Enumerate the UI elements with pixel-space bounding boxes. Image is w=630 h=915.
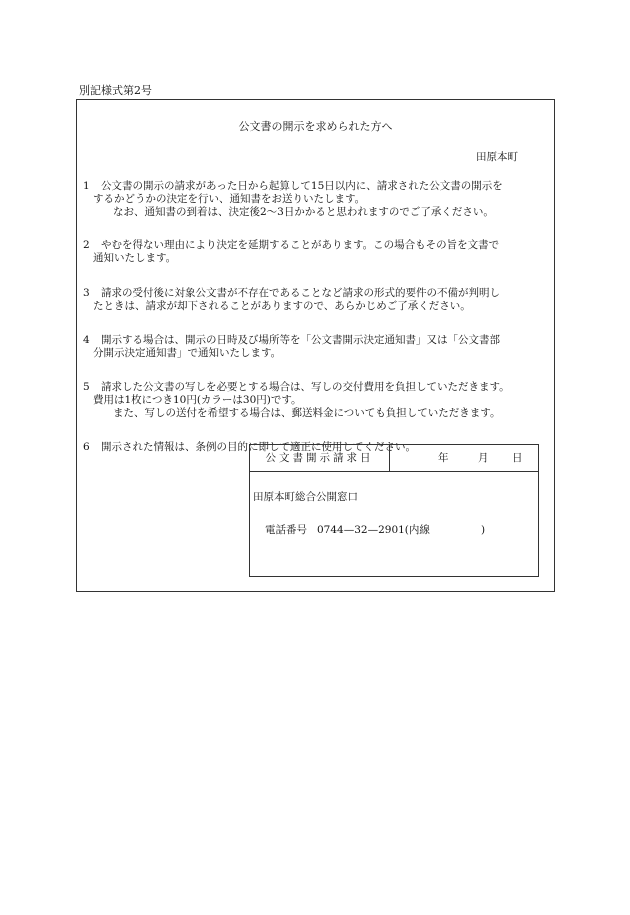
extension-close: ) bbox=[481, 524, 486, 536]
item-number: 6 bbox=[83, 441, 90, 453]
item-number: 3 bbox=[83, 287, 90, 299]
day-label: 日 bbox=[512, 452, 523, 464]
notice-item-line: 2 やむを得ない理由により決定を延期することがあります。この場合もその旨を文書で bbox=[83, 239, 500, 251]
notice-item-line: 費用は1枚につき10円(カラーは30円)です。 bbox=[93, 394, 302, 406]
document-title: 公文書の開示を求められた方へ bbox=[238, 120, 393, 133]
notice-frame bbox=[76, 99, 555, 592]
notice-item-line: するかどうかの決定を行い、通知書をお送りいたします。 bbox=[93, 193, 366, 205]
notice-item-note: また、写しの送付を希望する場合は、郵送料金についても負担していただきます。 bbox=[113, 407, 501, 419]
request-date-label: 公文書開示請求日 bbox=[250, 445, 390, 471]
notice-item-line: 通知いたします。 bbox=[93, 252, 177, 264]
notice-item-3 bbox=[83, 287, 553, 313]
notice-item-note: なお、通知書の到着は、決定後2〜3日かかると思われますのでご了承ください。 bbox=[113, 206, 494, 218]
notice-item-4 bbox=[83, 334, 553, 360]
notice-item-line: 4 開示する場合は、開示の日時及び場所等を「公文書開示決定通知書」又は「公文書部 bbox=[83, 334, 500, 346]
request-info-box bbox=[249, 444, 539, 577]
item-number: 2 bbox=[83, 239, 90, 251]
phone-number: 0744—32—2901(内線 bbox=[317, 524, 430, 536]
item-number: 4 bbox=[83, 334, 90, 346]
month-label: 月 bbox=[478, 452, 489, 464]
notice-item-line: 6 開示された情報は、条例の目的に即して適正に使用してください。 bbox=[83, 441, 416, 453]
notice-item-line: 5 請求した公文書の写しを必要とする場合は、写しの交付費用を負担していただきます。 bbox=[83, 381, 510, 393]
year-label: 年 bbox=[438, 452, 449, 464]
request-date-row bbox=[250, 445, 538, 472]
notice-item-line: 分開示決定通知書」で通知いたします。 bbox=[93, 347, 282, 359]
phone-label: 電話番号 bbox=[265, 524, 307, 536]
request-date-field bbox=[390, 445, 538, 471]
item-number: 5 bbox=[83, 381, 90, 393]
notice-item-line: たときは、請求が却下されることがありますので、あらかじめご了承ください。 bbox=[93, 300, 471, 312]
phone-row bbox=[265, 523, 486, 537]
notice-item-line: 1 公文書の開示の請求があった日から起算して15日以内に、請求された公文書の開示を bbox=[83, 180, 503, 192]
notice-item-2 bbox=[83, 239, 553, 265]
notice-item-1 bbox=[83, 180, 553, 219]
notice-item-line: 3 請求の受付後に対象公文書が不存在であることなど請求の形式的要件の不備が判明し bbox=[83, 287, 500, 299]
office-name: 田原本町総合公開窓口 bbox=[253, 491, 358, 503]
form-number-label: 別記様式第2号 bbox=[79, 84, 152, 97]
notice-item-5 bbox=[83, 381, 553, 420]
issuer-name: 田原本町 bbox=[476, 151, 518, 163]
item-number: 1 bbox=[83, 180, 90, 192]
